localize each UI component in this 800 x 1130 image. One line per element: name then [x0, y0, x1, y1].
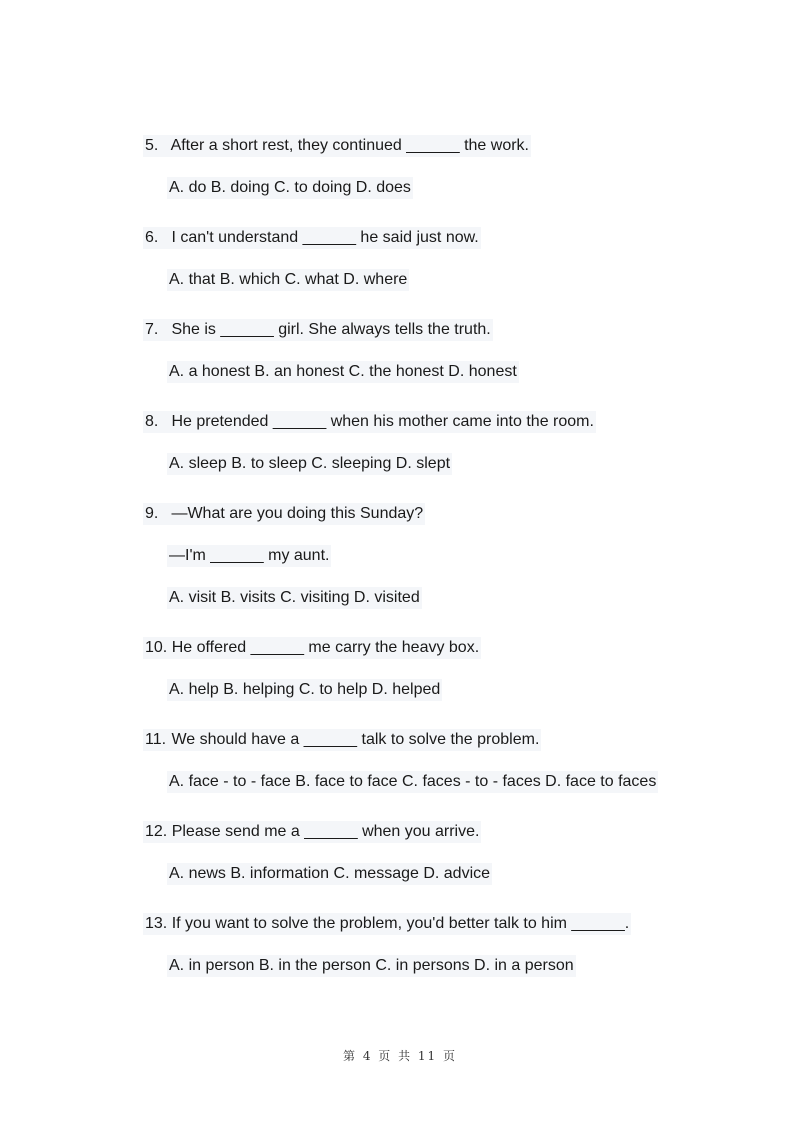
question-10-options: A. help B. helping C. to help D. helped [167, 679, 442, 701]
question-9-response: —I'm ______ my aunt. [167, 545, 331, 567]
question-7-options: A. a honest B. an honest C. the honest D. honest [167, 361, 519, 383]
question-13-options: A. in person B. in the person C. in persons D. in a person [167, 955, 576, 977]
question-12-stem [143, 821, 481, 843]
question-10-stem [143, 637, 481, 659]
question-text: Please send me a ______ when you arrive. [171, 823, 480, 840]
question-number: 8. [145, 413, 159, 430]
question-text: —What are you doing this Sunday? [171, 505, 424, 522]
question-text: She is ______ girl. She always tells the truth. [171, 321, 491, 338]
question-9-options: A. visit B. visits C. visiting D. visited [167, 587, 422, 609]
question-number: 5. [145, 137, 159, 154]
question-12-options: A. news B. information C. message D. advice [167, 863, 492, 885]
question-9-stem [143, 503, 425, 525]
question-5-stem [143, 135, 531, 157]
question-number: 13. [145, 915, 168, 932]
question-11-options: A. face - to - face B. face to face C. faces - to - faces D. face to faces [167, 771, 658, 793]
question-number: 11. [145, 731, 167, 748]
question-5-options: A. do B. doing C. to doing D. does [167, 177, 413, 199]
question-text: We should have a ______ talk to solve the problem. [171, 731, 540, 748]
question-text: He offered ______ me carry the heavy box. [171, 639, 480, 656]
page-footer: 第 4 页 共 11 页 [343, 1049, 457, 1063]
question-number: 9. [145, 505, 159, 522]
question-11-stem [143, 729, 541, 751]
question-text: I can't understand ______ he said just now. [171, 229, 479, 246]
question-13-stem [143, 913, 631, 935]
question-number: 7. [145, 321, 159, 338]
question-text: He pretended ______ when his mother came into the room. [171, 413, 594, 430]
question-text: If you want to solve the problem, you'd better talk to him ______. [171, 915, 630, 932]
question-8-stem [143, 411, 596, 433]
question-number: 10. [145, 639, 168, 656]
question-number: 6. [145, 229, 159, 246]
question-6-stem [143, 227, 481, 249]
question-8-options: A. sleep B. to sleep C. sleeping D. slept [167, 453, 452, 475]
question-7-stem [143, 319, 493, 341]
question-text: After a short rest, they continued ______ the work. [170, 137, 529, 154]
question-number: 12. [145, 823, 168, 840]
question-6-options: A. that B. which C. what D. where [167, 269, 409, 291]
